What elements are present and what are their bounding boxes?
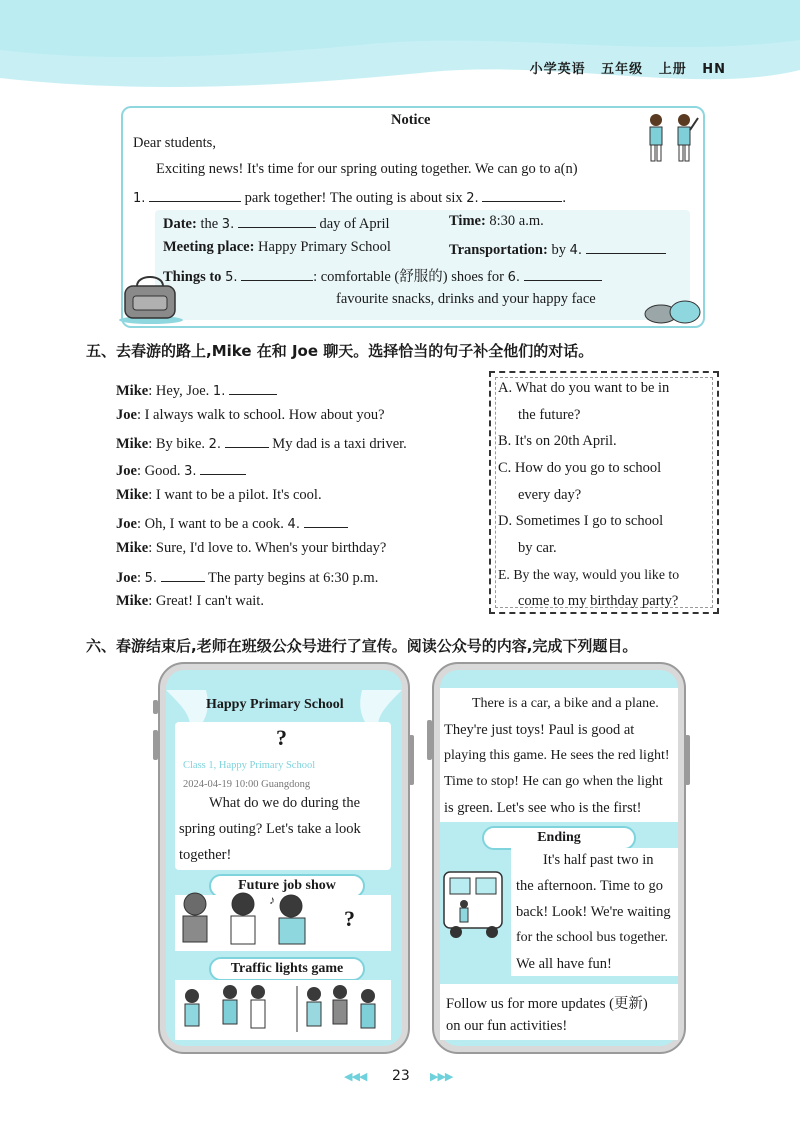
backpack-icon: [117, 272, 185, 324]
blank-2[interactable]: [482, 187, 562, 202]
game-line-2: They're just toys! Paul is good at: [444, 722, 635, 738]
date-text-a: the: [200, 216, 219, 232]
blank-6-number: 6.: [507, 270, 520, 285]
blank-number: 4.: [287, 517, 300, 532]
speaker: Joe: [116, 516, 137, 532]
dialogue-blank-4[interactable]: [304, 513, 348, 528]
date-row: [163, 213, 390, 233]
dialogue-blank-1[interactable]: [229, 380, 277, 395]
dialogue-line-7: Mike: Sure, I'd love to. When's your birthday?: [116, 540, 387, 556]
intro-line-1: What do we do during the: [209, 795, 361, 811]
transport-row: [449, 239, 666, 259]
transport-label: Transportation:: [449, 242, 548, 258]
dialogue-line-6: Joe: Oh, I want to be a cook. 4.: [116, 513, 348, 533]
period: .: [562, 190, 566, 206]
blank-5-number: 5.: [225, 270, 238, 285]
next-arrows-icon: ▶▶▶: [430, 1070, 453, 1083]
question-mark-1[interactable]: ?: [276, 725, 287, 750]
time-label: Time:: [449, 213, 486, 229]
blank-number: 5.: [144, 571, 157, 586]
things-text-a: : comfortable (舒服的) shoes for: [313, 269, 504, 285]
speaker: Mike: [116, 540, 149, 556]
dialogue-line-1: Mike: Hey, Joe. 1.: [116, 380, 277, 400]
speaker: Mike: [116, 487, 149, 503]
time-value: 8:30 a.m.: [489, 213, 544, 229]
stones-icon: [643, 298, 703, 324]
option-e-cont: come to my birthday party?: [518, 593, 679, 609]
option-a: A. What do you want to be in: [498, 380, 670, 396]
notice-title: Notice: [391, 112, 431, 128]
dialogue-line-2: Joe: I always walk to school. How about you?: [116, 407, 385, 423]
future-job-illustration: [175, 882, 335, 954]
phone-1-button: [153, 730, 158, 760]
blank-3[interactable]: [238, 213, 316, 228]
speaker: Mike: [116, 383, 149, 399]
ending-line-5: We all have fun!: [516, 956, 612, 972]
blank-5[interactable]: [241, 266, 313, 281]
things-row: [163, 265, 602, 286]
traffic-lights-game-heading: Traffic lights game: [209, 957, 365, 981]
prev-arrows-icon: ◀◀◀: [344, 1070, 367, 1083]
page-number: 23: [392, 1068, 410, 1084]
notice-line2-text: park together! The outing is about six: [244, 190, 463, 206]
dialogue-text: Oh, I want to be a cook.: [144, 516, 284, 532]
dialogue-blank-2[interactable]: [225, 433, 269, 448]
dialogue-blank-5[interactable]: [161, 567, 205, 582]
speaker: Mike: [116, 436, 149, 452]
school-bus-illustration: [440, 862, 508, 942]
transport-text: by: [551, 242, 566, 258]
grade-label: 五年级: [601, 62, 644, 77]
header-wave-banner: [0, 0, 800, 95]
dialogue-line-9: Mike: Great! I can't wait.: [116, 593, 264, 609]
ending-line-3: back! Look! We're waiting: [516, 904, 671, 920]
school-title: Happy Primary School: [206, 697, 344, 712]
post-datetime: 2024-04-19 10:00 Guangdong: [183, 779, 311, 790]
book-info: [520, 58, 726, 77]
things-row-2: favourite snacks, drinks and your happy face: [336, 291, 596, 307]
ending-heading: Ending: [482, 826, 636, 850]
blank-1-number: 1.: [133, 191, 146, 206]
speaker: Mike: [116, 593, 149, 609]
blank-3-number: 3.: [221, 217, 235, 232]
meeting-row: [163, 239, 391, 256]
dialogue-text-after: The party begins at 6:30 p.m.: [208, 570, 379, 586]
intro-line-2: spring outing? Let's take a look: [179, 821, 361, 837]
phone-1-button: [409, 735, 414, 785]
blank-number: 3.: [184, 464, 197, 479]
phone-2-button: [427, 720, 432, 760]
game-line-1: There is a car, a bike and a plane.: [472, 696, 659, 711]
account-name: Class 1, Happy Primary School: [183, 760, 316, 771]
date-text-b: day of April: [319, 216, 390, 232]
option-a-cont: the future?: [518, 407, 581, 423]
edition-label: HN: [702, 62, 726, 77]
option-d-cont: by car.: [518, 540, 557, 556]
dialogue-line-3: Mike: By bike. 2. My dad is a taxi driver.: [116, 433, 407, 453]
follow-line-2: on our fun activities!: [446, 1018, 568, 1034]
blank-1[interactable]: [149, 187, 241, 202]
speaker: Joe: [116, 570, 137, 586]
dialogue-line-8: Joe: 5. The party begins at 6:30 p.m.: [116, 567, 378, 587]
dialogue-line-5: Mike: I want to be a pilot. It's cool.: [116, 487, 322, 503]
option-c-cont: every day?: [518, 487, 582, 503]
game-line-5: is green. Let's see who is the first!: [444, 800, 642, 816]
things-label: Things to: [163, 269, 222, 285]
question-mark-2[interactable]: ?: [344, 906, 355, 931]
blank-number: 1.: [212, 384, 226, 399]
section5-title: 五、去春游的路上,Mike 在和 Joe 聊天。选择恰当的句子补全他们的对话。: [86, 342, 594, 360]
blank-4[interactable]: [586, 239, 666, 254]
option-c: C. How do you go to school: [498, 460, 662, 476]
blank-number: 2.: [208, 437, 222, 452]
game-line-3: playing this game. He sees the red light!: [444, 748, 670, 763]
option-b: B. It's on 20th April.: [498, 433, 617, 449]
dialogue-text: Hey, Joe.: [155, 383, 210, 399]
dialogue-blank-3[interactable]: [200, 460, 246, 475]
ending-line-1: It's half past two in: [543, 852, 654, 868]
dialogue-text: By bike.: [155, 436, 206, 452]
speaker: Joe: [116, 463, 137, 479]
game-line-4: Time to stop! He can go when the light: [444, 774, 663, 789]
dialogue-line-4: Joe: Good. 3.: [116, 460, 246, 480]
notice-line1: Exciting news! It's time for our spring outing together. We can go to a(n): [156, 161, 578, 177]
future-job-show-heading: Future job show: [209, 874, 365, 898]
phone-1-button: [153, 700, 158, 714]
option-e: E. By the way, would you like to: [498, 567, 680, 582]
dialogue-text: Sure, I'd love to. When's your birthday?: [155, 540, 387, 556]
svg-text:♪: ♪: [269, 893, 275, 907]
section6-title: 六、春游结束后,老师在班级公众号进行了宣传。阅读公众号的内容,完成下列题目。: [86, 637, 638, 655]
meeting-label: Meeting place:: [163, 239, 255, 255]
kids-illustration: [640, 110, 704, 168]
traffic-game-illustration: [178, 980, 388, 1040]
subject-label: 小学英语: [529, 62, 586, 77]
ending-line-2: the afternoon. Time to go: [516, 878, 664, 894]
blank-6[interactable]: [524, 266, 602, 281]
dialogue-text: Great! I can't wait.: [155, 593, 264, 609]
phone-2-button: [685, 735, 690, 785]
intro-line-3: together!: [179, 847, 232, 863]
speaker: Joe: [116, 407, 137, 423]
meeting-value: Happy Primary School: [258, 239, 391, 255]
dialogue-text: I always walk to school. How about you?: [144, 407, 385, 423]
notice-greeting: Dear students,: [133, 135, 216, 151]
blank-4-number: 4.: [569, 243, 582, 258]
notice-line2: [133, 187, 566, 207]
dialogue-text: Good.: [144, 463, 181, 479]
volume-label: 上册: [658, 62, 687, 77]
dialogue-text-after: My dad is a taxi driver.: [272, 436, 407, 452]
time-row: [449, 213, 544, 230]
date-label: Date:: [163, 216, 197, 232]
follow-line-1: Follow us for more updates (更新): [446, 996, 648, 1012]
dialogue-text: I want to be a pilot. It's cool.: [155, 487, 322, 503]
ending-line-4: for the school bus together.: [516, 930, 669, 945]
blank-2-number: 2.: [466, 191, 479, 206]
option-d: D. Sometimes I go to school: [498, 513, 664, 529]
